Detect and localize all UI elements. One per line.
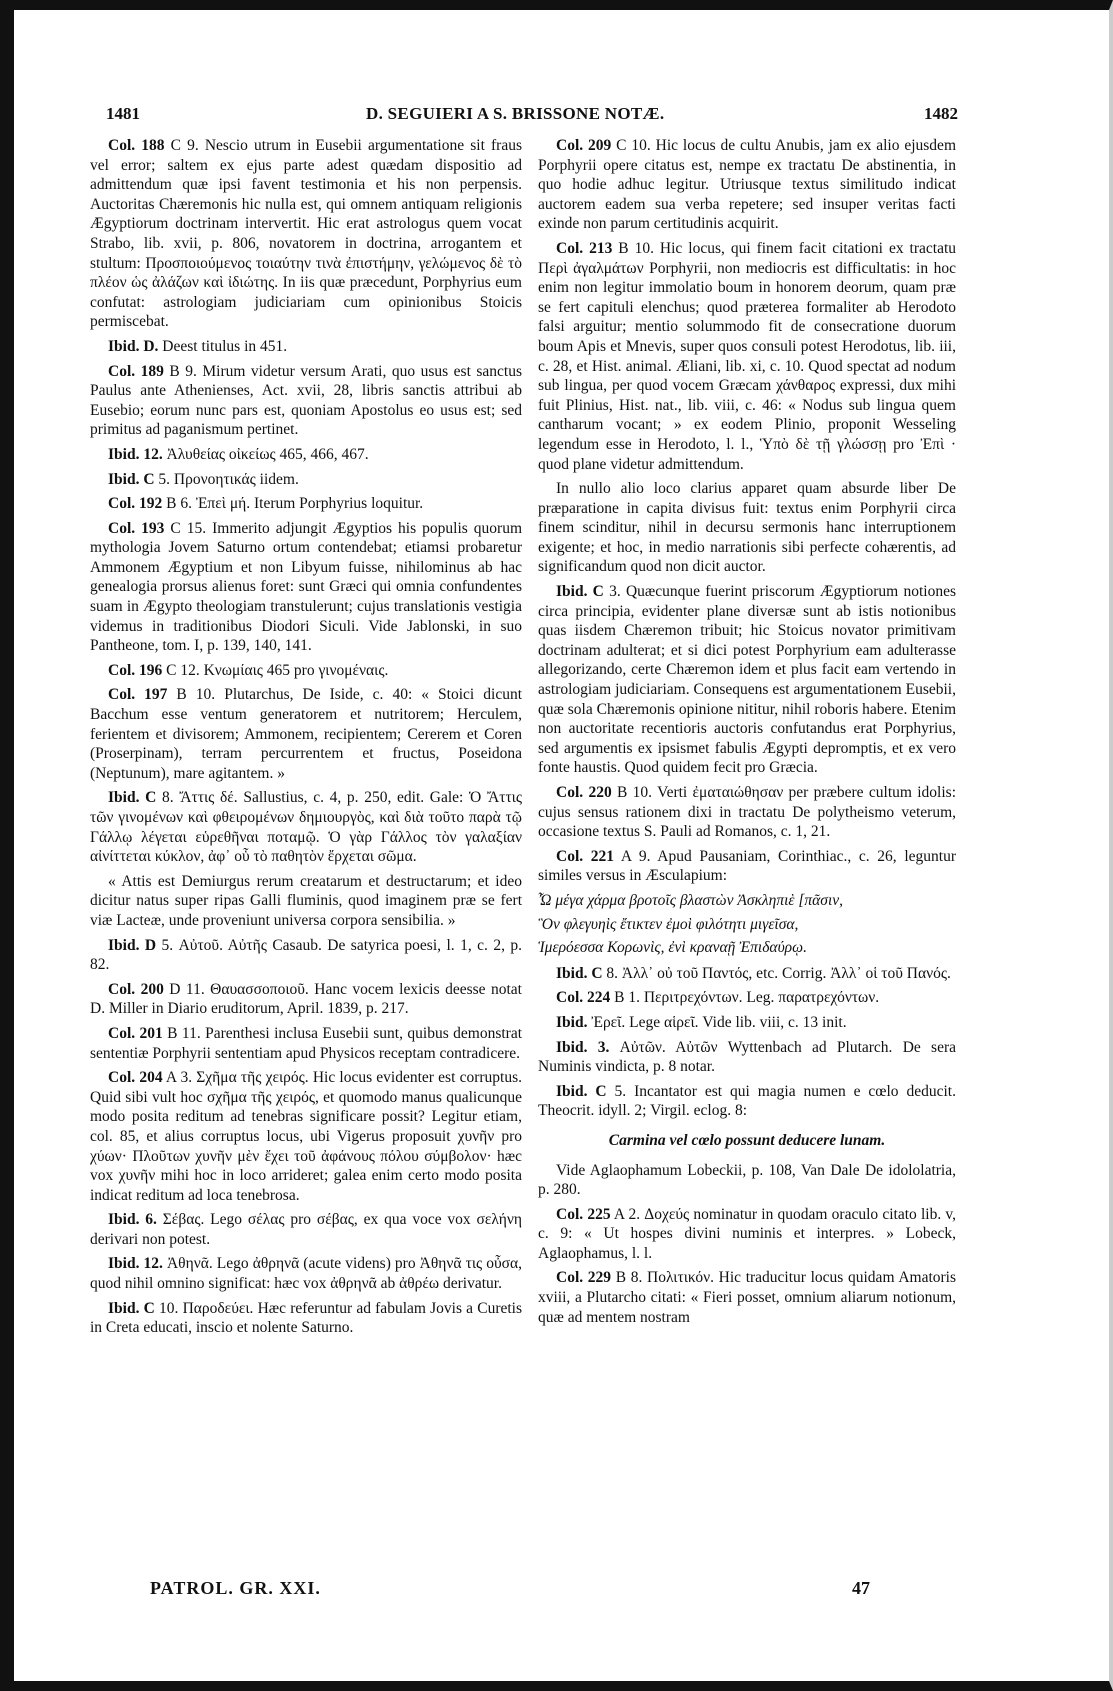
verse-line: Ἱμερόεσσα Κορωνὶς, ἐνὶ κραναῇ Ἐπιδαύρῳ. xyxy=(538,939,807,957)
note-paragraph: Col. 193 C 15. Immerito adjungit Ægyptios his populis quorum mythologia Jovem Saturno ortum contendebat; etiamsi probaretur Ammonem Ægyptium et non Libyum fuisse, nihilominus ab hac genealogia prorsus alienus foret: sunt Græci qui omnia confundentes suam in Ægypto theologiam transtulerunt; cujus translationis vestigia videmus in traditionibus Diodori Siculi. Vide Jablonski, in suo Pantheone, tom. I, p. 139, 140, 141. xyxy=(90,519,522,655)
right-column xyxy=(538,136,956,1556)
note-paragraph: Col. 200 D 11. Θαυασσοποιοῦ. Hanc vocem lexicis deesse notat D. Miller in Diario eruditorum, April. 1839, p. 217. xyxy=(90,980,522,1018)
note-paragraph: Ibid. C 8. Ἀλλ᾽ οὐ τοῦ Παντός, etc. Corrig. Ἀλλ᾽ οἱ τοῦ Πανός. xyxy=(556,964,951,982)
note-paragraph: Ibid. D 5. Αὐτοῦ. Αὐτῆς Casaub. De satyrica poesi, l. 1, c. 2, p. 82. xyxy=(90,936,522,974)
left-column xyxy=(90,136,522,1556)
note-paragraph: Ibid. C 5. Incantator est qui magia numen e cœlo deducit. Theocrit. idyll. 2; Virgil. eclog. 8: xyxy=(538,1082,956,1120)
running-header xyxy=(106,104,958,130)
note-paragraph: Col. 188 C 9. Nescio utrum in Eusebii argumentatione sit fraus vel error; saltem ex ejus parte adest quædam dispositio ad admittendum quæ ipsi favent testimonia et his non perpensis. Auctoritas Chæremonis hic nulla est, qui omnem antiquam religionis Ægyptiorum doctrinam intervertit. Hic erat astrologus quem vocat Strabo, lib. xvii, p. 806, novatorem in doctrina, arrogantem et stultum: Προσποιούμενος τοιαύτην τινὰ ἐπιστήμην, γελώμενος δὲ τὸ πλέον ὡς ἀλάζων καὶ ἰδιώτης. In iis quæ præcedunt, Porphyrius eum confutat: astrologiam judiciariam cum opinionibus Stoicis permiscebat. xyxy=(90,137,522,331)
note-paragraph: Col. 201 B 11. Parenthesi inclusa Eusebii sunt, quibus demonstrat sententiæ Porphyrii sententiam apud Physicos receptam contradicere. xyxy=(90,1024,522,1062)
note-paragraph: Ibid. 6. Σέβας. Lego σέλας pro σέβας, ex qua voce vox σελήνη derivari non potest. xyxy=(90,1211,522,1248)
note-paragraph: Col. 192 B 6. Ἐπεὶ μή. Iterum Porphyrius loquitur. xyxy=(108,495,424,513)
note-paragraph: Col. 229 B 8. Πολιτικόν. Hic traducitur locus quidam Amatoris xviii, a Plutarcho citati: « Fieri posset, omnium aliarum notionum, quæ ad mentem nostram xyxy=(538,1269,956,1326)
note-paragraph: Ibid. C 10. Παροδεύει. Hæc referuntur ad fabulam Jovis a Curetis in Creta educati, inscio et nolente Saturno. xyxy=(90,1299,522,1337)
note-paragraph: Ibid. 12. Ἀθηνᾶ. Lego ἀθρηνᾶ (acute videns) pro Ἀθηνᾶ τις οὖσα, quod nihil omnino significat: hæc vox ἀθρηνᾶ ab ἀθρέω derivatur. xyxy=(90,1255,522,1293)
note-paragraph: Col. 225 A 2. Δοχεύς nominatur in quodam oraculo citato lib. v, c. 9: « Ut hospes divini numinis et interpres. » Lobeck, Aglaophamus, l. l. xyxy=(538,1205,956,1262)
note-paragraph: Ibid. Ἐρεῖ. Lege αἱρεῖ. Vide lib. viii, c. 13 init. xyxy=(556,1013,847,1031)
note-paragraph: Col. 197 B 10. Plutarchus, De Iside, c. 40: « Stoici dicunt Bacchum esse ventum generatorem et nutritorem; Herculem, ferientem et divisorem; Ammonem, recipientem; Cererem et Coren (Proserpinam), terram percurrentem et fructus, Poseidona (Neptunum), mare agitantem. » xyxy=(90,686,522,782)
right-page-number: 1482 xyxy=(924,104,958,123)
note-paragraph: Ibid. C 5. Προνοητικάς iidem. xyxy=(108,470,299,488)
note-paragraph: In nullo alio loco clarius apparet quam absurde liber De præparatione in capita divisus fuit: textus enim Porphyrii circa finem scinditur, nihil in decursu sermonis hanc interruptionem exigente; et hoc, in medio narrationis sibi perfecte cohærentis, ad significandum quod non dicit auctor. xyxy=(538,480,956,576)
verse-line: Ὃν φλεγυηὶς ἔτικτεν ἐμοὶ φιλότητι μιγεῖσα, xyxy=(538,915,799,933)
note-paragraph: Ibid. 3. Αὐτῶν. Αὐτῶν Wyttenbach ad Plutarch. De sera Numinis vindicta, p. 8 notar. xyxy=(538,1038,956,1076)
note-paragraph: Col. 213 B 10. Hic locus, qui finem facit citationi ex tractatu Περὶ ἀγαλμάτων Porphyrii, non mediocris est difficultatis: in hoc enim non legitur immolatio boum in honorem deorum, quam præ se fert capituli elenchus; quod præterea formaliter ab Herodoto falsi arguitur; mentio solummodo fit de consecratione duorum boum Apis et Mnevis, super quos consuli potest Herodotus, lib. iii, c. 28, et Hist. animal. Æliani, lib. xi, c. 10. Quod spectat ad nodum sub lingua, per quod vocem Græcam χάνθαρος expressi, dux mihi fuit Plinius, Hist. nat., lib. viii, c. 46: « Nodus sub lingua quem cantharum vocant; » ex eodem Plinio, proponit Wesseling legendum esse in Herodoto, l. l., Ὑπὸ δὲ τῇ γλώσσῃ pro Ἐπὶ · quod plane videtur admittendum. xyxy=(538,239,956,473)
quoted-verse: Carmina vel cœlo possunt deducere lunam. xyxy=(608,1131,886,1149)
note-paragraph: Ibid. C 3. Quæcunque fuerint priscorum Ægyptiorum notiones circa principia, evidenter plane diversæ sunt ab istis notionibus quas iisdem Chæremon tribuit; hic Stoicus novator primitivam doctrinam adulterat; et si dici potest Porphyrium eam adulterasse allegorizando, certe Chæremon idem et plus facit eam vertendo in astrologiam judiciariam. Consequens est argumentationem Eusebii, quæ sola Chæremonis opinione nititur, nihil roboris habere. Etenim non auctoritate recentioris auctoris confutandus erat Porphyrius, sed argumentis ex ipsismet fabulis Ægypti depromptis, et ex vero fonte haustis. Quod quidem fecit pro Græcia. xyxy=(538,583,956,777)
footer-signature: 47 xyxy=(852,1578,870,1598)
note-paragraph: Vide Aglaophamum Lobeckii, p. 108, Van Dale De idololatria, p. 280. xyxy=(538,1161,956,1199)
left-page-number: 1481 xyxy=(106,104,140,123)
note-paragraph: Ibid. C 8. Ἄττις δέ. Sallustius, c. 4, p. 250, edit. Gale: Ὁ Ἄττις τῶν γινομένων καὶ φθειρομένων δημιουργὸς, καὶ διὰ τοῦτο παρὰ τῷ Γάλλῳ λέγεται εὑρεθῆναι ποταμῷ. Ὁ γὰρ Γάλλος τὸν γαλαξίαν αἰνίττεται κύκλον, ἀφ᾽ οὗ τὸ παθητὸν ἔρχεται σῶμα. xyxy=(90,789,522,866)
note-paragraph: « Attis est Demiurgus rerum creatarum et destructarum; et ideo dicitur natus super ripas Galli fluminis, quod imaginem præ se fert viæ Lacteæ, unde proveniunt universa corpora sensibilia. » xyxy=(90,872,522,929)
footer-volume: PATROL. GR. XXI. xyxy=(150,1578,321,1598)
running-title: D. SEGUIERI A S. BRISSONE NOTÆ. xyxy=(366,104,665,123)
note-paragraph: Col. 204 A 3. Σχῆμα τῆς χειρός. Hic locus evidenter est corruptus. Quid sibi vult hoc σχῆμα τῆς χειρός, et quomodo manus qualicunque modo posita reditum ad tenebras significare possit? Legitur etiam, col. 85, et alius corruptus locus, ubi Vigerus proposuit χυνῆν pro χύων· Πλοῦτων χυνῆν μὲν ἔχει τοῦ ἀφάνους πόλου σύμβολον· hæc vox χυνῆν mihi hoc in loco arrideret; galea enim certo modo posita indicat reditum ad loca tenebrosa. xyxy=(90,1069,522,1204)
note-paragraph: Ibid. D. Deest titulus in 451. xyxy=(108,337,288,355)
note-paragraph: Ibid. 12. Ἀλυθείας οἰκείως 465, 466, 467. xyxy=(108,445,369,463)
note-paragraph: Col. 196 C 12. Κνωμίαις 465 pro γινομέναις. xyxy=(108,661,389,679)
note-paragraph: Col. 221 A 9. Apud Pausaniam, Corinthiac., c. 26, leguntur similes versus in Æsculapium: xyxy=(538,847,956,885)
note-paragraph: Col. 220 B 10. Verti ἐματαιώθησαν per præbere cultum idolis: cujus sensus rationem dixi in tractatu De polytheismo veterum, occasione textus S. Pauli ad Romanos, c. 1, 21. xyxy=(538,784,956,841)
note-paragraph: Col. 189 B 9. Mirum videtur versum Arati, quo usus est sanctus Paulus ante Athenienses, Act. xvii, 28, libris sanctis attribui ab Eusebio; eorum nunc pars est, quoniam Apostolus eo usus est; sed primitus ad paganismum pertinet. xyxy=(90,362,522,439)
note-paragraph: Col. 209 C 10. Hic locus de cultu Anubis, jam ex alio ejusdem Porphyrii opere citatus est, nempe ex tractatu De abstinentia, in quo hodie adhuc legitur. Utriusque textus similitudo indicat auctorem eadem sua verba repetere; sed insuper veritas facti exinde non parum certitudinis acquirit. xyxy=(538,137,956,233)
note-paragraph: Col. 224 B 1. Περιτρεχόντων. Leg. παρατρεχόντων. xyxy=(556,989,880,1007)
verse-line: Ὦ μέγα χάρμα βροτοῖς βλαστὼν Ἀσκληπιὲ [πᾶσιν, xyxy=(538,891,844,909)
